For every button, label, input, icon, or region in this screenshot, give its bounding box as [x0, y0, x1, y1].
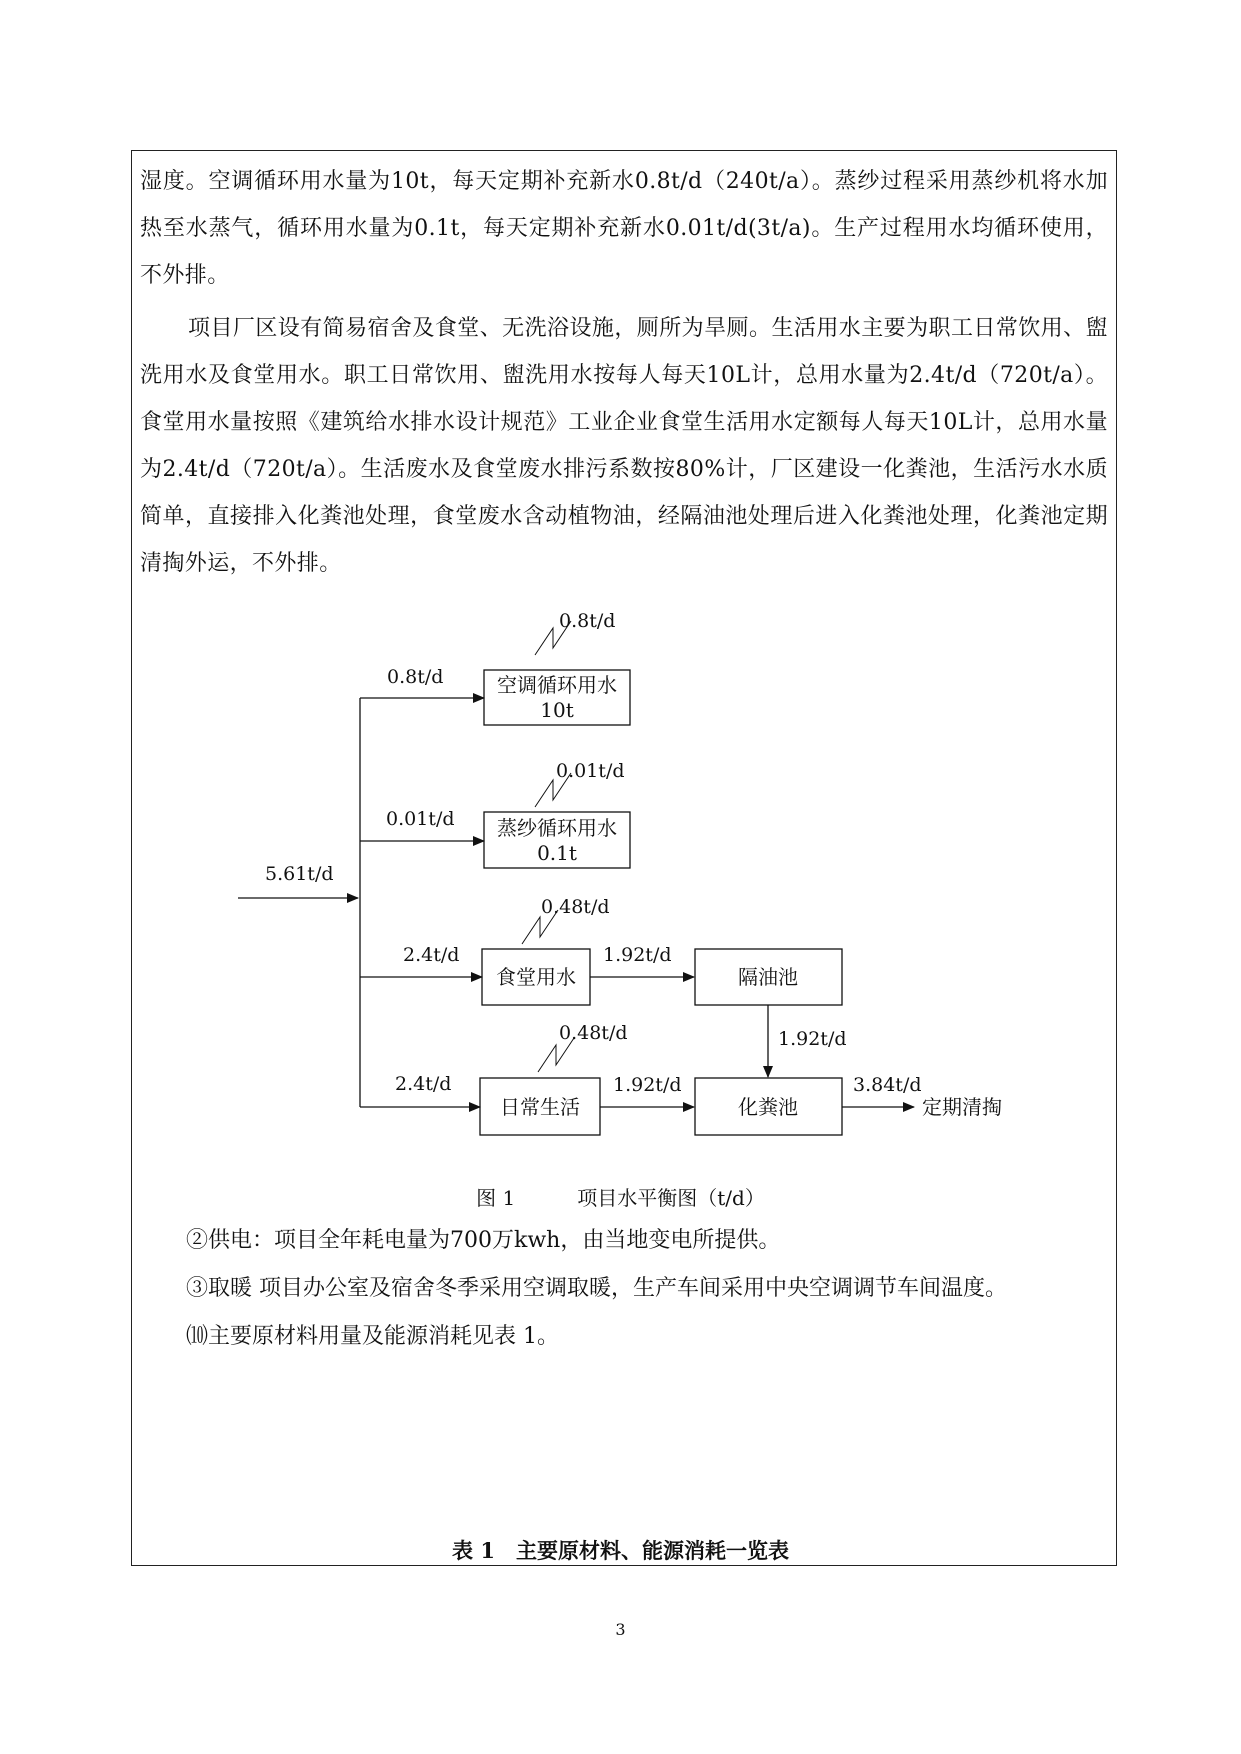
canteen-supply-label: 2.4t/d	[403, 944, 460, 966]
figure-title: 项目水平衡图（t/d）	[577, 1186, 765, 1210]
power-supply-item: ②供电：项目全年耗电量为700万kwh，由当地变电所提供。	[186, 1228, 781, 1253]
figure-caption	[0, 1182, 1241, 1211]
ac-box-line2: 10t	[540, 698, 574, 722]
daily-box-label: 日常生活	[500, 1095, 580, 1119]
steam-loss-label: 0.01t/d	[556, 760, 625, 782]
daily-out-label: 1.92t/d	[613, 1074, 682, 1096]
steam-supply-label: 0.01t/d	[386, 808, 455, 830]
figure-number: 图 1	[476, 1186, 516, 1210]
paragraph-domestic-water: 项目厂区设有简易宿舍及食堂、无洗浴设施，厕所为旱厕。生活用水主要为职工日常饮用、盥洗用水及食堂用水。职工日常饮用、盥洗用水按每人每天10L计，总用水量为2.4t/d（720t/a）。食堂用水量按照《建筑给水排水设计规范》工业企业食堂生活用水定额每人每天10L计，总用水量为2.4t/d（720t/a）。生活废水及食堂废水排污系数按80%计，厂区建设一化粪池，生活污水水质简单，直接排入化粪池处理，食堂废水含动植物油，经隔油池处理后进入化粪池处理，化粪池定期清掏外运，不外排。	[140, 316, 1108, 576]
page-number: 3	[615, 1620, 626, 1639]
ac-supply-label: 0.8t/d	[387, 666, 444, 688]
heating-item: ③取暖 项目办公室及宿舍冬季采用空调取暖，生产车间采用中央空调调节车间温度。	[186, 1276, 1007, 1301]
steam-box-line1: 蒸纱循环用水	[497, 816, 617, 840]
daily-loss-label: 0.48t/d	[559, 1022, 628, 1044]
input-flow-label: 5.61t/d	[265, 863, 334, 885]
grease-box-label: 隔油池	[738, 965, 798, 989]
septic-out-label: 3.84t/d	[853, 1074, 922, 1096]
materials-item: ⑽主要原材料用量及能源消耗见表 1。	[186, 1324, 559, 1349]
steam-box-line2: 0.1t	[537, 841, 577, 865]
daily-supply-label: 2.4t/d	[395, 1073, 452, 1095]
grease-out-label: 1.92t/d	[778, 1028, 847, 1050]
canteen-loss-label: 0.48t/d	[541, 896, 610, 918]
ac-loss-label: 0.8t/d	[559, 610, 616, 632]
paragraph-water-recycling: 湿度。空调循环用水量为10t，每天定期补充新水0.8t/d（240t/a）。蒸纱过程采用蒸纱机将水加热至水蒸气，循环用水量为0.1t，每天定期补充新水0.01t/d(3t/a)。生产过程用水均循环使用，不外排。	[140, 169, 1108, 288]
table-title: 表 1 主要原材料、能源消耗一览表	[452, 1538, 789, 1563]
ac-box-line1: 空调循环用水	[497, 673, 617, 697]
final-destination-label: 定期清掏	[922, 1095, 1002, 1119]
canteen-box-label: 食堂用水	[496, 965, 576, 989]
septic-box-label: 化粪池	[738, 1095, 798, 1119]
canteen-out-label: 1.92t/d	[603, 944, 672, 966]
